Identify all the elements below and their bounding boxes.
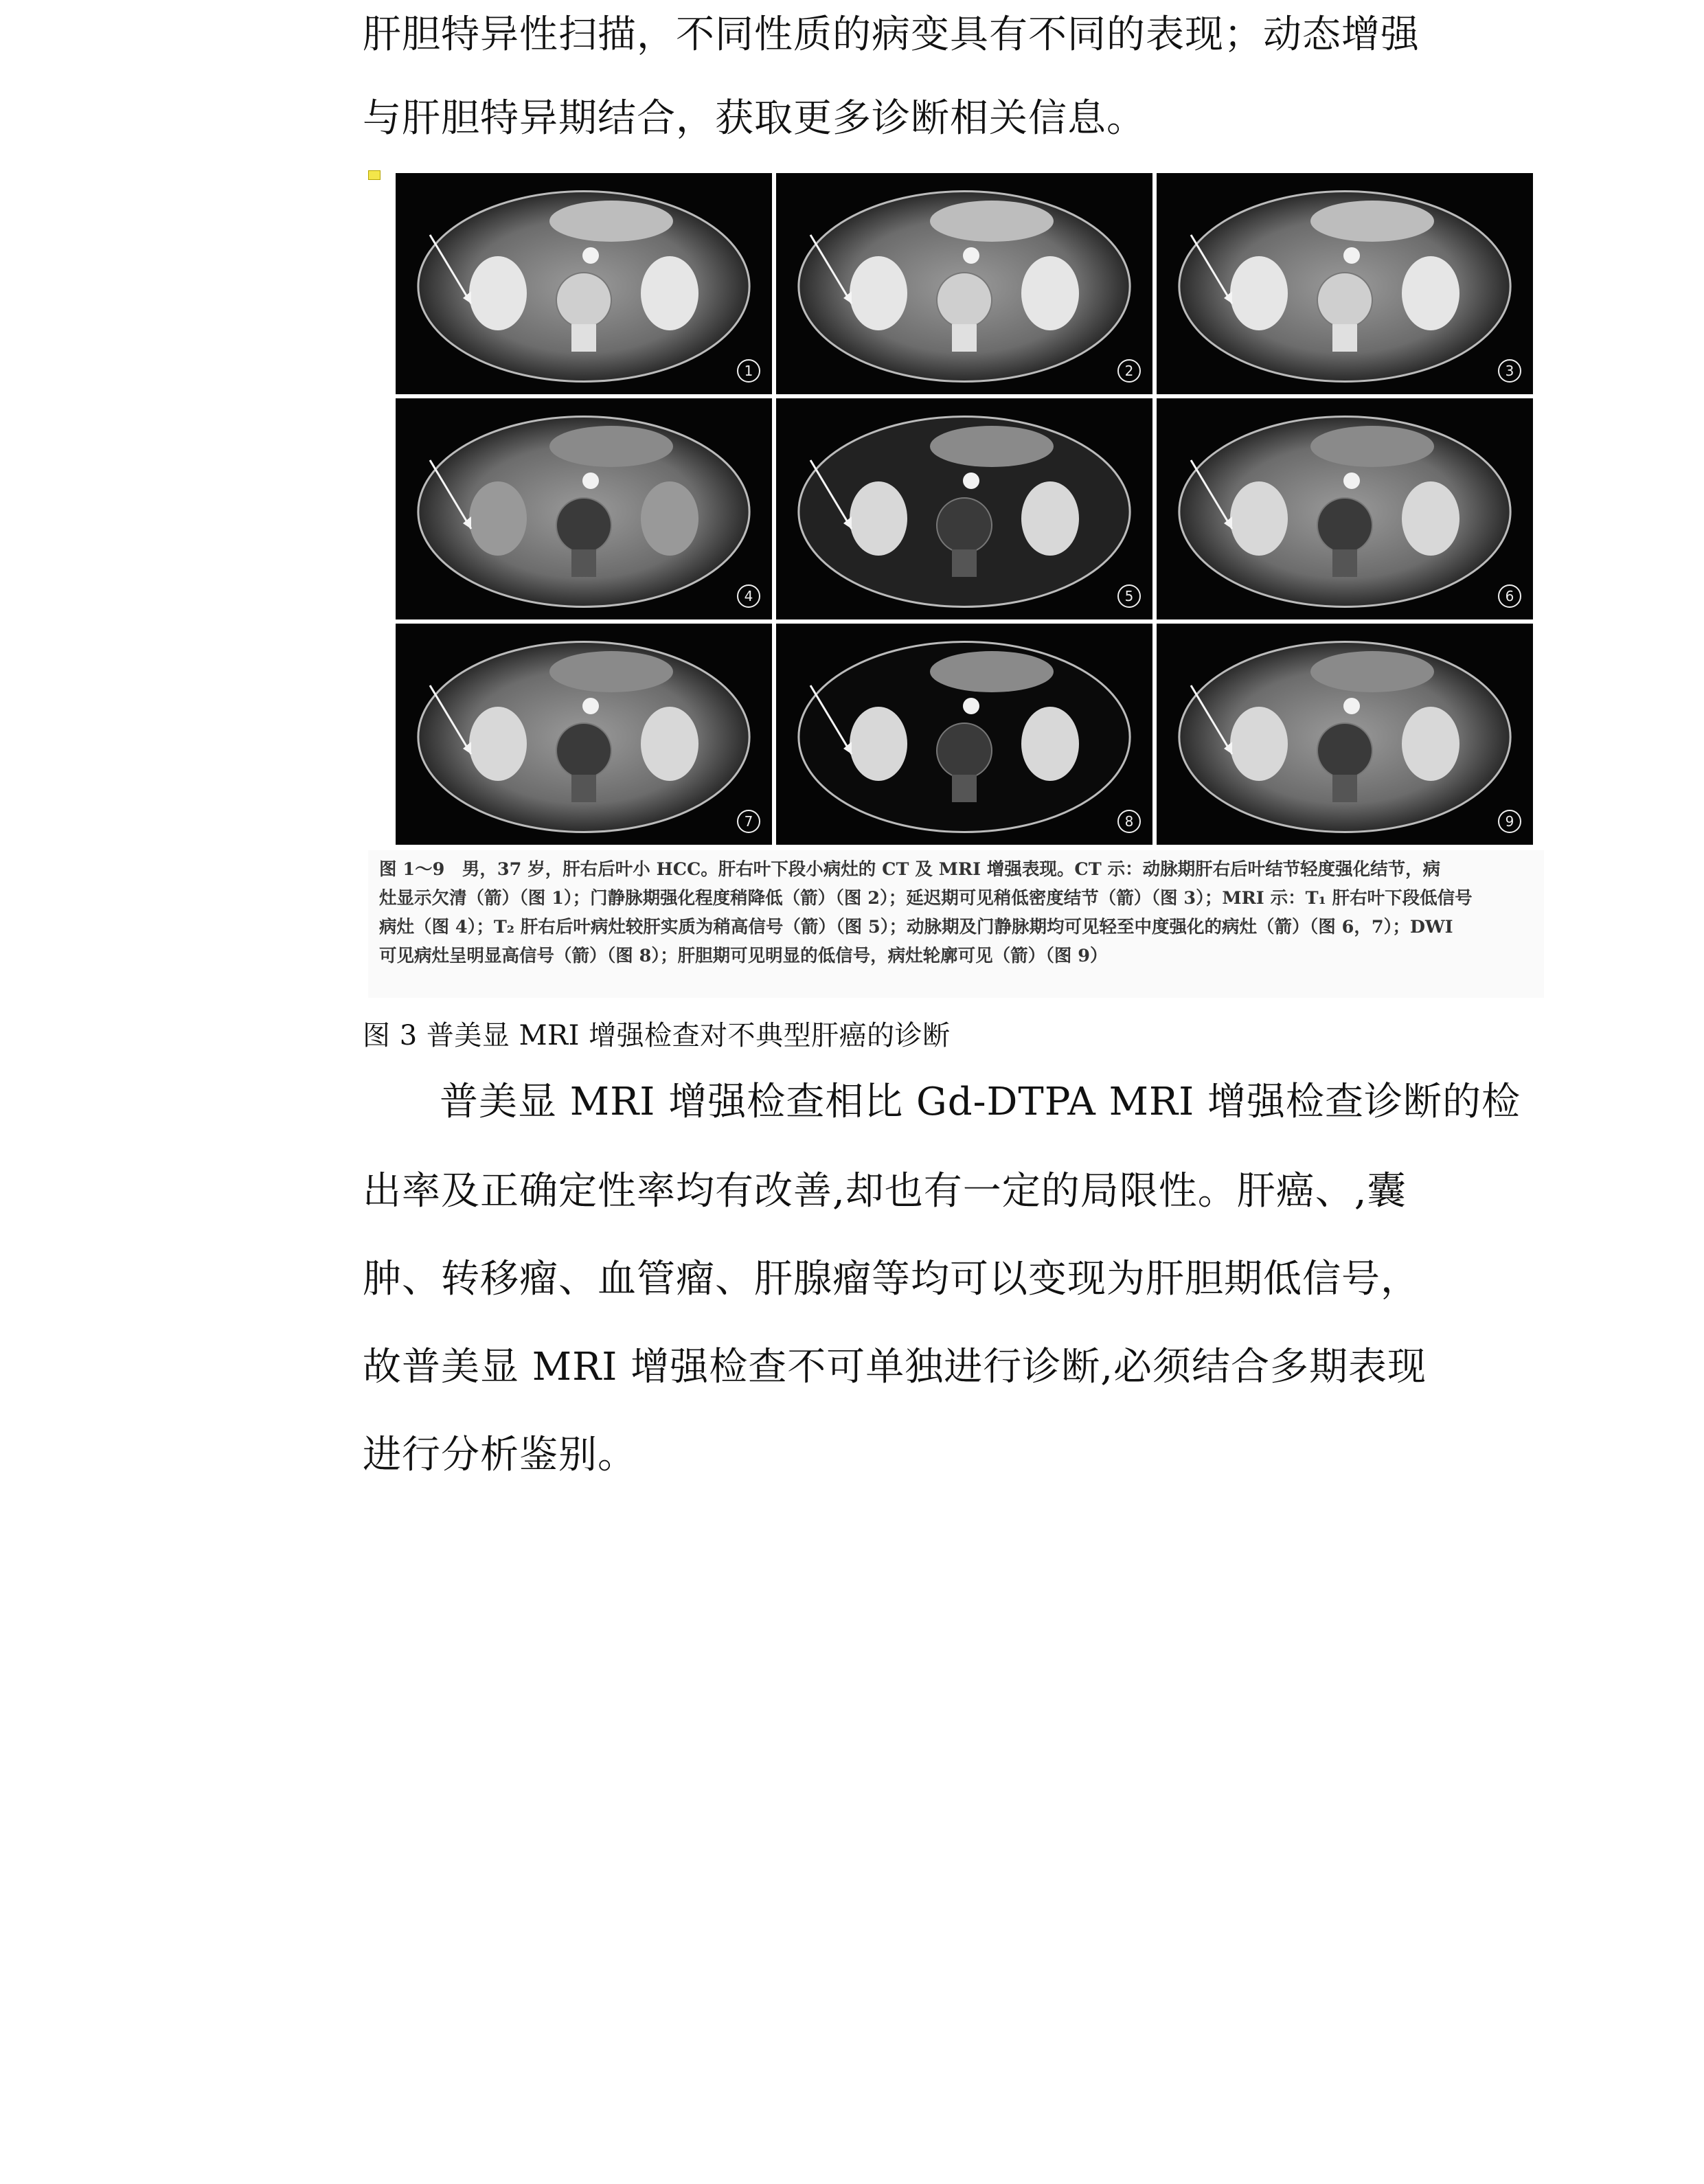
- panel-number-8: 8: [1124, 813, 1134, 830]
- scan-panel-4: [396, 398, 772, 619]
- panel-number-5: 5: [1124, 588, 1134, 604]
- body-paragraph-line-5: 进行分析鉴别。: [363, 1433, 637, 1477]
- panel-number-2: 2: [1124, 363, 1134, 379]
- scan-panel-8: [776, 624, 1152, 845]
- scan-panel-6: [1157, 398, 1533, 619]
- panel-number-7: 7: [744, 813, 753, 830]
- caption-line-2: 灶显示欠清（箭）（图 1）；门静脉期强化程度稍降低（箭）（图 2）；延迟期可见稍低密度结节（箭）（图 3）；MRI 示：T₁ 肝右叶下段低信号: [379, 888, 1473, 909]
- panel-number-6: 6: [1505, 588, 1514, 604]
- panel-number-1: 1: [744, 363, 753, 379]
- body-paragraph-line-1: 普美显 MRI 增强检查相比 Gd-DTPA MRI 增强检查诊断的检: [440, 1080, 1521, 1124]
- figure-label: 图 3 普美显 MRI 增强检查对不典型肝癌的诊断: [363, 1020, 951, 1051]
- top-paragraph-line-1: 肝胆特异性扫描，不同性质的病变具有不同的表现；动态增强: [363, 12, 1420, 57]
- scan-panel-1: [396, 173, 772, 394]
- panel-number-3: 3: [1505, 363, 1514, 379]
- top-paragraph-line-2: 与肝胆特异期结合，获取更多诊断相关信息。: [363, 96, 1146, 141]
- scan-panel-3: [1157, 173, 1533, 394]
- caption-line-3: 病灶（图 4）；T₂ 肝右后叶病灶较肝实质为稍高信号（箭）（图 5）；动脉期及门静脉期均可见轻至中度强化的病灶（箭）（图 6，7）；DWI: [379, 917, 1453, 937]
- body-paragraph-line-3: 肿、转移瘤、血管瘤、肝腺瘤等均可以变现为肝胆期低信号，: [363, 1257, 1420, 1301]
- body-paragraph-line-2: 出率及正确定性率均有改善,却也有一定的局限性。肝癌、,囊: [363, 1169, 1407, 1214]
- scan-panel-5: [776, 398, 1152, 619]
- panel-number-4: 4: [744, 588, 753, 604]
- panel-number-9: 9: [1505, 813, 1514, 830]
- scan-panel-7: [396, 624, 772, 845]
- body-paragraph-line-4: 故普美显 MRI 增强检查不可单独进行诊断,必须结合多期表现: [363, 1345, 1427, 1389]
- figure-caption: [379, 855, 1544, 970]
- caption-line-1: 图 1～9 男，37 岁，肝右后叶小 HCC。肝右叶下段小病灶的 CT 及 MRI 增强表现。CT 示：动脉期肝右后叶结节轻度强化结节，病: [379, 859, 1441, 880]
- scan-panel-9: [1157, 624, 1533, 845]
- caption-line-4: 可见病灶呈明显高信号（箭）（图 8）；肝胆期可见明显的低信号，病灶轮廓可见（箭）（图 9）: [379, 946, 1108, 966]
- scan-panel-2: [776, 173, 1152, 394]
